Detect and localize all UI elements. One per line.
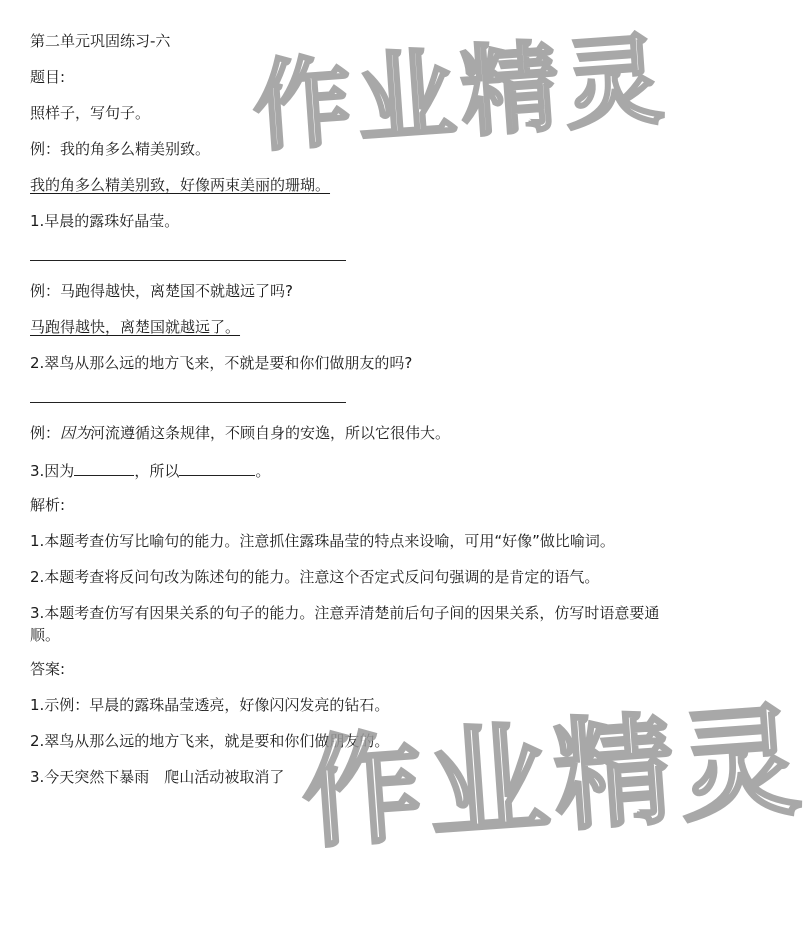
question-3-part2: ，所以 xyxy=(134,462,180,480)
example-1-prompt: 例：我的角多么精美别致。 xyxy=(30,140,211,158)
answer-item: 2.翠鸟从那么远的地方飞来，就是要和你们做朋友的。 xyxy=(30,732,390,750)
answer-blank-1[interactable] xyxy=(30,260,346,261)
example-3-prefix: 例： xyxy=(30,424,61,442)
fill-blank-therefore[interactable] xyxy=(179,459,255,476)
question-3 xyxy=(30,459,270,479)
example-3 xyxy=(30,423,450,443)
fill-blank-because[interactable] xyxy=(74,459,134,476)
question-1: 1.早晨的露珠好晶莹。 xyxy=(30,212,180,230)
analysis-item: 1.本题考查仿写比喻句的能力。注意抓住露珠晶莹的特点来设喻，可用“好像”做比喻词。 xyxy=(30,532,615,550)
question-3-part3: 。 xyxy=(255,462,271,480)
watermark-bottom: 作业精灵 xyxy=(297,691,811,866)
question-2: 2.翠鸟从那么远的地方飞来，不就是要和你们做朋友的吗? xyxy=(30,354,413,372)
instruction-text: 照样子，写句子。 xyxy=(30,104,151,122)
example-2-answer: 马跑得越快，离楚国就越远了。 xyxy=(30,318,241,336)
question-3-part1: 3.因为 xyxy=(30,462,75,480)
question-label: 题目: xyxy=(30,68,66,86)
example-1-answer: 我的角多么精美别致，好像两束美丽的珊瑚。 xyxy=(30,176,331,194)
worksheet-title: 第二单元巩固练习-六 xyxy=(30,32,171,50)
analysis-item: 2.本题考查将反问句改为陈述句的能力。注意这个否定式反问句强调的是肯定的语气。 xyxy=(30,568,600,586)
watermark-top: 作业精灵 xyxy=(249,22,673,166)
example-3-rest: 河流遵循这条规律，不顾自身的安逸，所以它很伟大。 xyxy=(90,424,451,442)
answer-label: 答案: xyxy=(30,660,66,678)
example-2-prompt: 例：马跑得越快，离楚国不就越远了吗? xyxy=(30,282,293,300)
answer-blank-2[interactable] xyxy=(30,402,346,403)
analysis-label: 解析: xyxy=(30,496,66,514)
answer-item: 1.示例：早晨的露珠晶莹透亮，好像闪闪发亮的钻石。 xyxy=(30,696,390,714)
example-3-emphasis: 因为 xyxy=(60,424,91,442)
analysis-item: 3.本题考查仿写有因果关系的句子的能力。注意弄清楚前后句子间的因果关系，仿写时语意要通顺。 xyxy=(30,604,660,644)
answer-item: 3.今天突然下暴雨 爬山活动被取消了 xyxy=(30,768,285,786)
